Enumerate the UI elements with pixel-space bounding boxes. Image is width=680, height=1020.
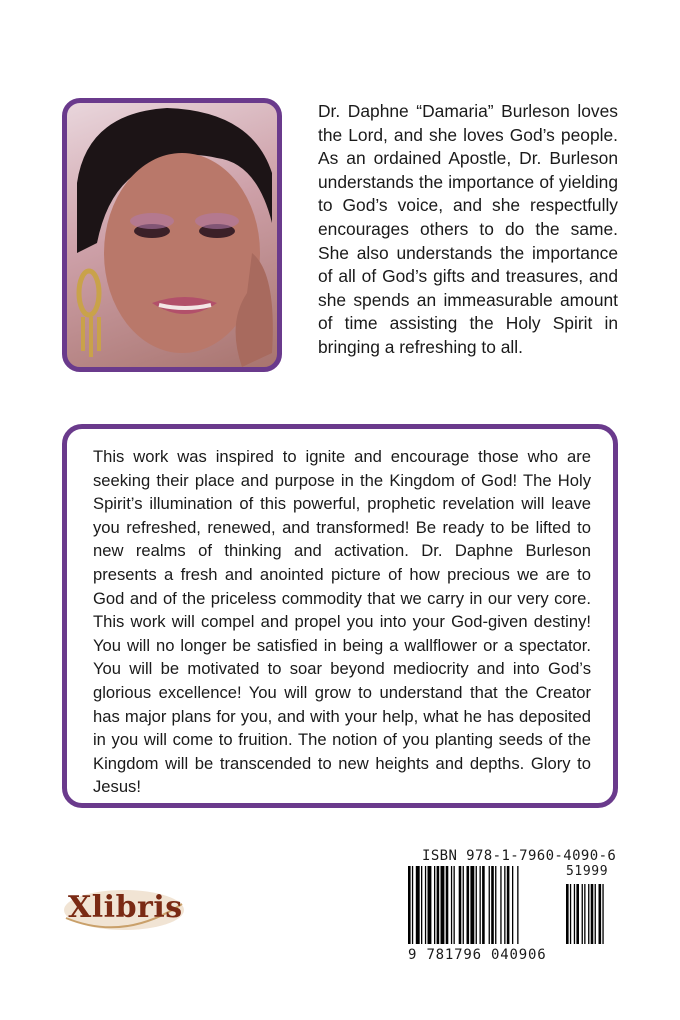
book-description-box bbox=[62, 424, 618, 808]
author-bio: Dr. Daphne “Damaria” Burleson loves the Lord, and she loves God’s people. As an ordained Apostle, Dr. Burleson understands the importance of yielding to God’s voice, and she respectfully encourages others to do the same. She also understands the importance of all of God’s gifts and treasures, and she spends an immeasurable amount of time assisting the Holy Spirit in bringing a refreshing to all. bbox=[318, 101, 618, 357]
publisher-logo bbox=[60, 884, 188, 936]
barcode-bar bbox=[584, 884, 585, 944]
barcode-bar bbox=[437, 866, 440, 944]
barcode-bar bbox=[591, 884, 594, 944]
barcode-bar bbox=[416, 866, 420, 944]
barcode-bar bbox=[576, 884, 579, 944]
barcode-bar bbox=[454, 866, 455, 944]
barcode-bar bbox=[425, 866, 426, 944]
barcode-bar bbox=[504, 866, 505, 944]
barcode-bar bbox=[463, 866, 464, 944]
barcode-bar bbox=[599, 884, 602, 944]
ean-digits: 9 781796 040906 bbox=[408, 947, 547, 963]
price-code: 51999 bbox=[566, 864, 609, 879]
barcode-bar bbox=[570, 884, 571, 944]
barcode-bar bbox=[408, 866, 411, 944]
barcode-bar bbox=[428, 866, 432, 944]
barcode-bar bbox=[595, 884, 596, 944]
barcode-bar bbox=[412, 866, 413, 944]
publisher-logo-text: Xlibris bbox=[68, 890, 183, 925]
barcode-bar bbox=[451, 866, 452, 944]
barcode-bar bbox=[480, 866, 481, 944]
barcode-bar bbox=[500, 866, 501, 944]
barcode-bar bbox=[441, 866, 445, 944]
barcode-bar bbox=[476, 866, 477, 944]
barcode-bar bbox=[602, 884, 603, 944]
barcode-bar bbox=[495, 866, 496, 944]
isbn-label: ISBN 978-1-7960-4090-6 bbox=[422, 848, 617, 864]
barcode-bar bbox=[482, 866, 485, 944]
barcode-bar bbox=[446, 866, 449, 944]
author-portrait-illustration bbox=[67, 103, 277, 367]
barcode-bar bbox=[574, 884, 575, 944]
barcode-bar bbox=[467, 866, 470, 944]
barcode-bar bbox=[421, 866, 422, 944]
barcode-bar bbox=[507, 866, 510, 944]
barcode-bar bbox=[512, 866, 513, 944]
barcode-bar bbox=[588, 884, 589, 944]
barcode-bar bbox=[491, 866, 494, 944]
barcode-bar bbox=[489, 866, 490, 944]
barcode-bar bbox=[517, 866, 518, 944]
book-description: This work was inspired to ignite and encourage those who are seeking their place and purpose in the Kingdom of God! The Holy Spirit’s illumination of this powerful, prophetic revelation will leave you refreshed, renewed, and transformed! Be ready to be lifted to new realms of thinking and activation. Dr. Daphne Burleson presents a fresh and anointed picture of how precious we are to God and of the priceless commodity that we carry in our very core. This work will compel and propel you into your God-given destiny! You will no longer be satisfied in being a wallflower or a spectator. You will be motivated to soar beyond mediocrity and into God’s glorious excellence! You will grow to understand that the Creator has major plans for you, and with your help, what he has deposited in you will come to fruition. The notion of you planting seeds of the Kingdom will be transcended to new heights and depths. Glory to Jesus! bbox=[93, 447, 591, 797]
author-photo bbox=[62, 98, 282, 372]
barcode-bar bbox=[470, 866, 474, 944]
barcode-bar bbox=[566, 884, 569, 944]
barcode-bar bbox=[434, 866, 435, 944]
barcode-bar bbox=[459, 866, 462, 944]
barcode-bar bbox=[582, 884, 583, 944]
